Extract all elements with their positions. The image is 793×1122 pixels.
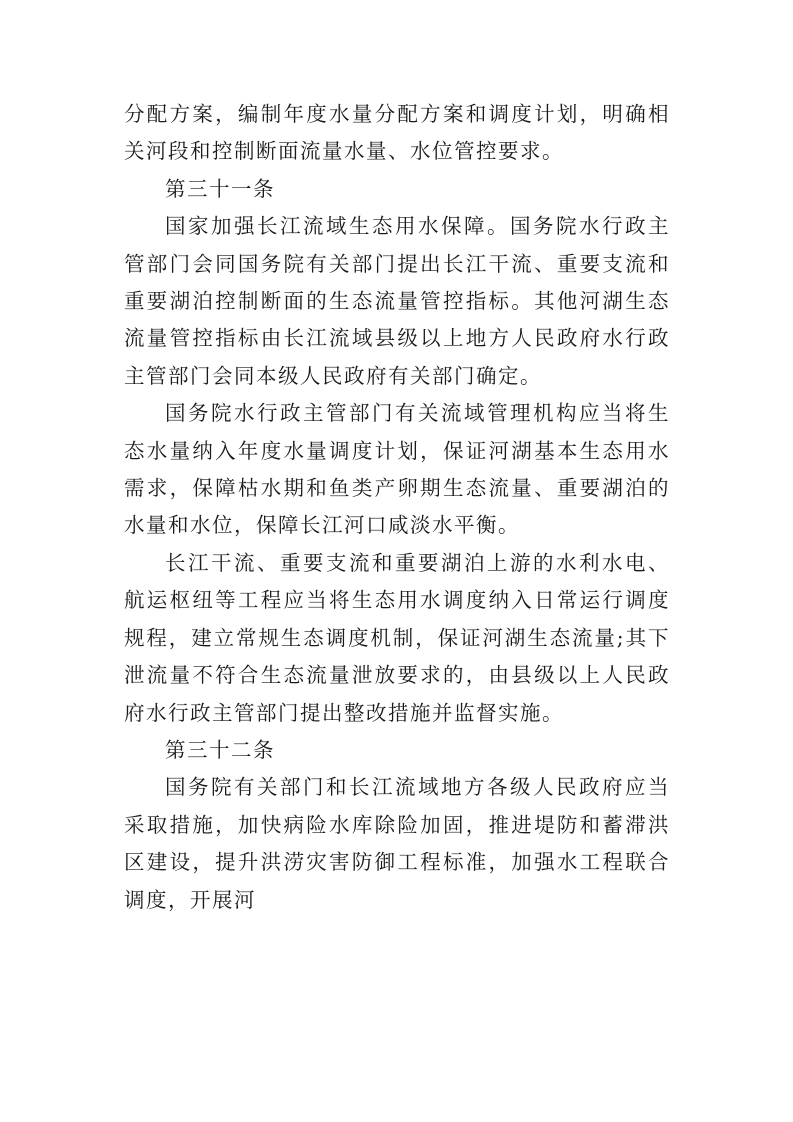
article-heading-31: 第三十一条 (165, 176, 275, 201)
paragraph-continued: 分配方案，编制年度水量分配方案和调度计划，明确相关河段和控制断面流量水量、水位管控要求。 (124, 102, 670, 164)
article-heading-32: 第三十二条 (165, 737, 275, 762)
paragraph-water-scheduling-plan: 国务院水行政主管部门有关流域管理机构应当将生态水量纳入年度水量调度计划，保证河湖基本生态用水需求，保障枯水期和鱼类产卵期生态流量、重要湖泊的水量和水位，保障长江河口咸淡水平衡。 (124, 401, 670, 538)
paragraph-hydropower-dispatch: 长江干流、重要支流和重要湖泊上游的水利水电、航运枢纽等工程应当将生态用水调度纳入日常运行调度规程，建立常规生态调度机制，保证河湖生态流量;其下泄流量不符合生态流量泄放要求的，由县级以上人民政府水行政主管部门提出整改措施并监督实施。 (124, 550, 670, 725)
paragraph-ecological-water-guarantee: 国家加强长江流域生态用水保障。国务院水行政主管部门会同国务院有关部门提出长江干流、重要支流和重要湖泊控制断面的生态流量管控指标。其他河湖生态流量管控指标由长江流域县级以上地方人民政府水行政主管部门会同本级人民政府有关部门确定。 (124, 214, 670, 388)
document-body (124, 96, 670, 919)
paragraph-flood-control: 国务院有关部门和长江流域地方各级人民政府应当采取措施，加快病险水库除险加固，推进堤防和蓄滞洪区建设，提升洪涝灾害防御工程标准，加强水工程联合调度，开展河 (124, 775, 670, 912)
